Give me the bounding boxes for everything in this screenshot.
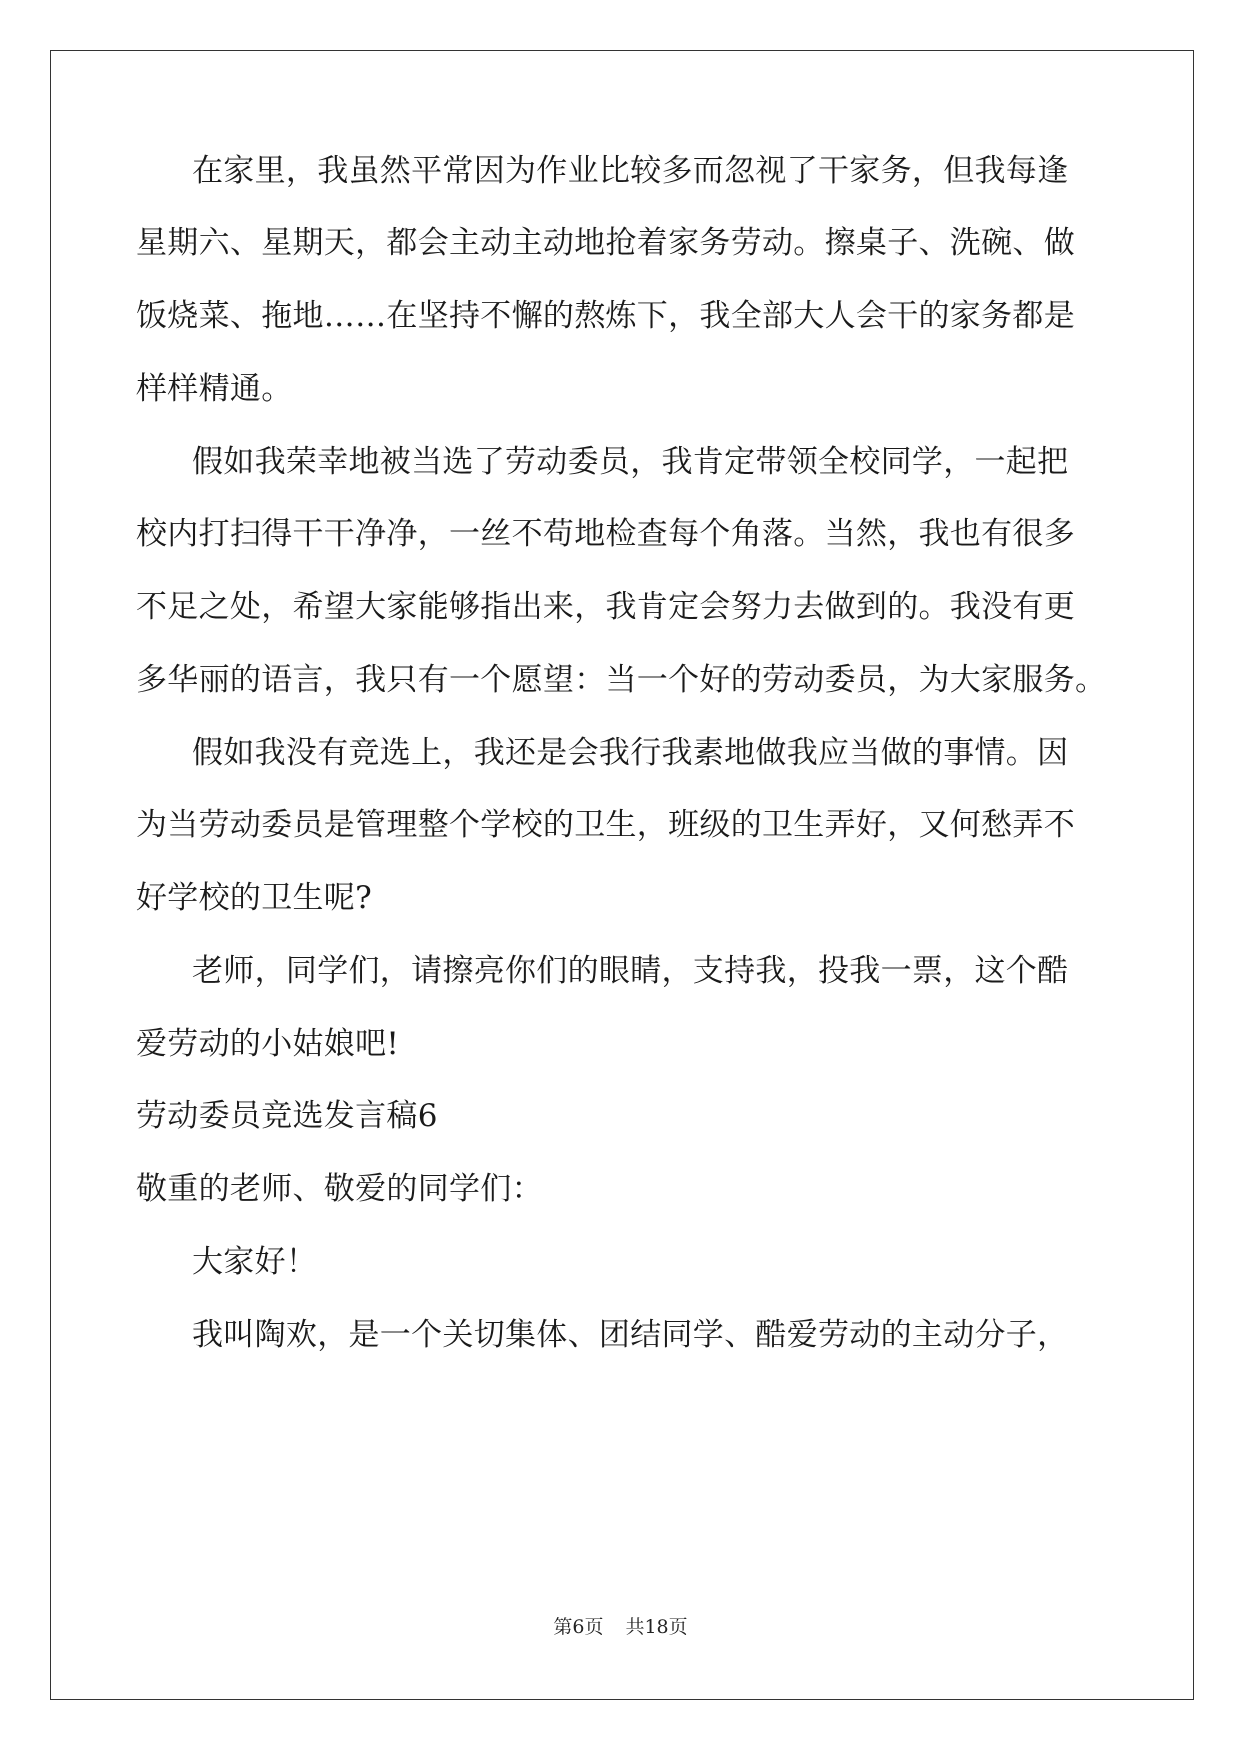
text-line: 为当劳动委员是管理整个学校的卫生，班级的卫生弄好，又何愁弄不	[136, 807, 1075, 843]
greeting: 大家好！	[192, 1244, 318, 1280]
text-line: 多华丽的语言，我只有一个愿望：当一个好的劳动委员，为大家服务。	[136, 662, 1107, 698]
text-line: 我叫陶欢，是一个关切集体、团结同学、酷爱劳动的主动分子，	[192, 1317, 1069, 1353]
text-line: 好学校的卫生呢?	[136, 880, 373, 916]
salutation: 敬重的老师、敬爱的同学们：	[136, 1171, 543, 1207]
text-line: 样样精通。	[136, 371, 293, 407]
text-line: 不足之处，希望大家能够指出来，我肯定会努力去做到的。我没有更	[136, 589, 1075, 625]
text-line: 饭烧菜、拖地……在坚持不懈的熬炼下，我全部大人会干的家务都是	[136, 298, 1075, 334]
section-heading: 劳动委员竞选发言稿6	[136, 1098, 438, 1134]
text-line: 假如我荣幸地被当选了劳动委员，我肯定带领全校同学，一起把	[192, 444, 1069, 480]
text-line: 星期六、星期天，都会主动主动地抢着家务劳动。擦桌子、洗碗、做	[136, 225, 1075, 261]
page-total: 共18页	[625, 1616, 688, 1638]
text-line: 假如我没有竞选上，我还是会我行我素地做我应当做的事情。因	[192, 735, 1069, 771]
text-line: 爱劳动的小姑娘吧!	[136, 1026, 400, 1062]
text-line: 老师，同学们，请擦亮你们的眼睛，支持我，投我一票，这个酷	[192, 953, 1069, 989]
page-footer	[0, 1615, 1241, 1639]
page-number: 第6页	[553, 1616, 604, 1638]
text-line: 在家里，我虽然平常因为作业比较多而忽视了干家务，但我每逢	[192, 153, 1069, 189]
text-line: 校内打扫得干干净净，一丝不苟地检查每个角落。当然，我也有很多	[136, 516, 1075, 552]
